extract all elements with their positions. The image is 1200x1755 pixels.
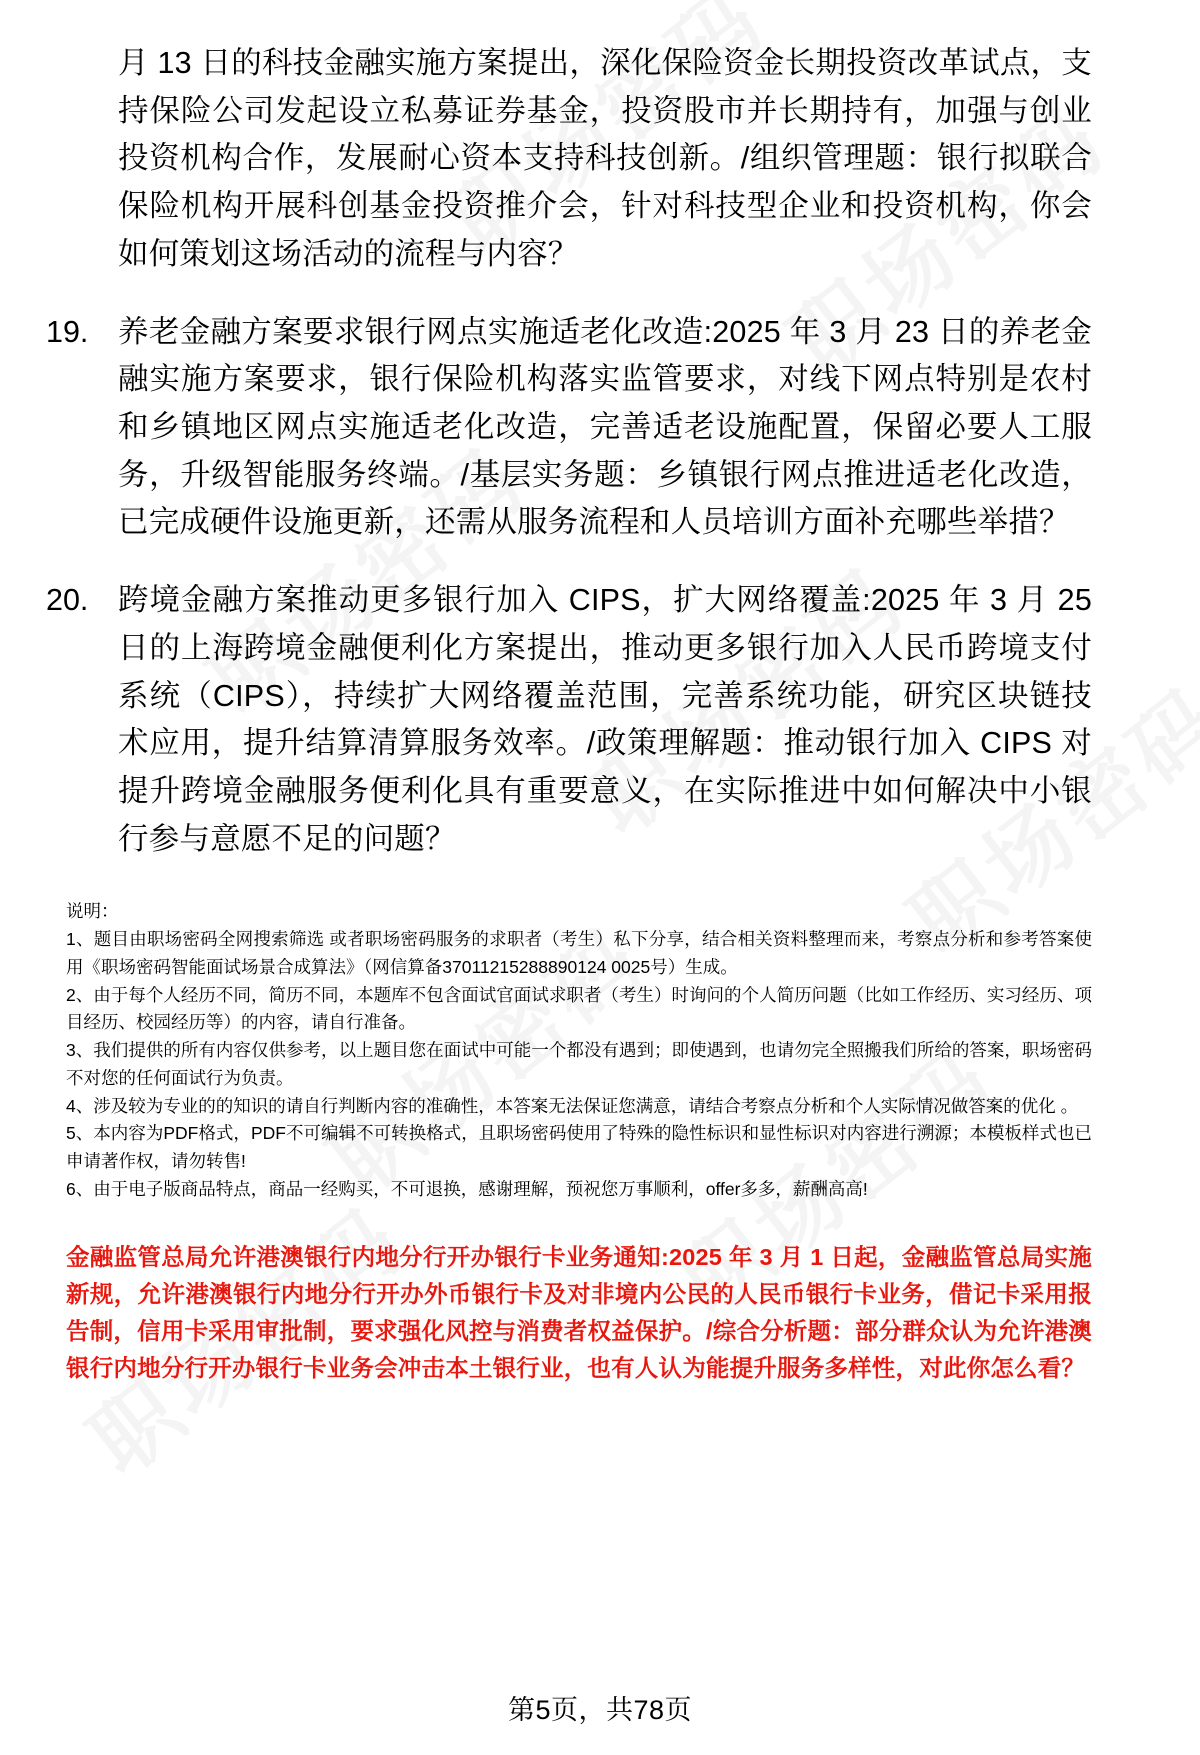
question-item-19 [0,309,1200,548]
question-text: 跨境金融方案推动更多银行加入 CIPS，扩大网络覆盖:2025 年 3 月 25 日的上海跨境金融便利化方案提出，推动更多银行加入人民币跨境支付系统（CIPS），持续扩大网络覆盖范围，完善系统功能，研究区块链技术应用，提升结算清算服务效率。/政策理解题：推动银行加入 CIPS 对提升跨境金融服务便利化具有重要意义，在实际推进中如何解决中小银行参与意愿不足的问题？ [118,583,1092,856]
notes-section [0,898,1200,1204]
note-item: 3、我们提供的所有内容仅供参考，以上题目您在面试中可能一个都没有遇到；即使遇到，也请勿完全照搬我们所给的答案，职场密码不对您的任何面试行为负责。 [66,1040,1092,1088]
notes-title: 说明： [66,900,119,921]
continued-question-block [0,0,1200,279]
question-number: 19. [46,314,89,349]
question-item-20 [0,577,1200,863]
highlight-question-text: 金融监管总局允许港澳银行内地分行开办银行卡业务通知:2025 年 3 月 1 日起，金融监管总局实施新规，允许港澳银行内地分行开办外币银行卡及对非境内公民的人民币银行卡业务，借记卡采用报告制，信用卡采用审批制，要求强化风控与消费者权益保护。/综合分析题：部分群众认为允许港澳银行内地分行开办银行卡业务会冲击本土银行业，也有人认为能提升服务多样性，对此你怎么看？ [66,1244,1092,1381]
note-item: 1、题目由职场密码全网搜索筛选 或者职场密码服务的求职者（考生）私下分享，结合相关资料整理而来，考察点分析和参考答案使用《职场密码智能面试场景合成算法》（网信算备37011215288890124 0025号）生成。 [66,929,1092,977]
question-text: 养老金融方案要求银行网点实施适老化改造:2025 年 3 月 23 日的养老金融实施方案要求，银行保险机构落实监管要求，对线下网点特别是农村和乡镇地区网点实施适老化改造，完善适老设施配置，保留必要人工服务，升级智能服务终端。/基层实务题：乡镇银行网点推进适老化改造，已完成硬件设施更新，还需从服务流程和人员培训方面补充哪些举措？ [118,314,1092,540]
continued-question-text: 月 13 日的科技金融实施方案提出，深化保险资金长期投资改革试点，支持保险公司发起设立私募证券基金，投资股市并长期持有，加强与创业投资机构合作，发展耐心资本支持科技创新。/组织管理题：银行拟联合保险机构开展科创基金投资推介会，针对科技型企业和投资机构，你会如何策划这场活动的流程与内容？ [118,46,1092,271]
highlight-question-block [0,1239,1200,1386]
note-item: 6、由于电子版商品特点，商品一经购买，不可退换，感谢理解，预祝您万事顺利，offer多多，薪酬高高! [66,1178,868,1199]
question-number: 20. [46,583,89,618]
note-item: 5、本内容为PDF格式，PDF不可编辑不可转换格式，且职场密码使用了特殊的隐性标识和显性标识对内容进行溯源；本模板样式也已申请著作权，请勿转售! [66,1123,1092,1172]
note-item: 4、涉及较为专业的的知识的请自行判断内容的准确性，本答案无法保证您满意，请结合考察点分析和个人实际情况做答案的优化 。 [66,1095,1079,1116]
note-item: 2、由于每个人经历不同，简历不同，本题库不包含面试官面试求职者（考生）时询问的个人简历问题（比如工作经历、实习经历、项目经历、校园经历等）的内容，请自行准备。 [66,984,1092,1033]
page-footer: 第5页，共78页 [507,1695,693,1725]
